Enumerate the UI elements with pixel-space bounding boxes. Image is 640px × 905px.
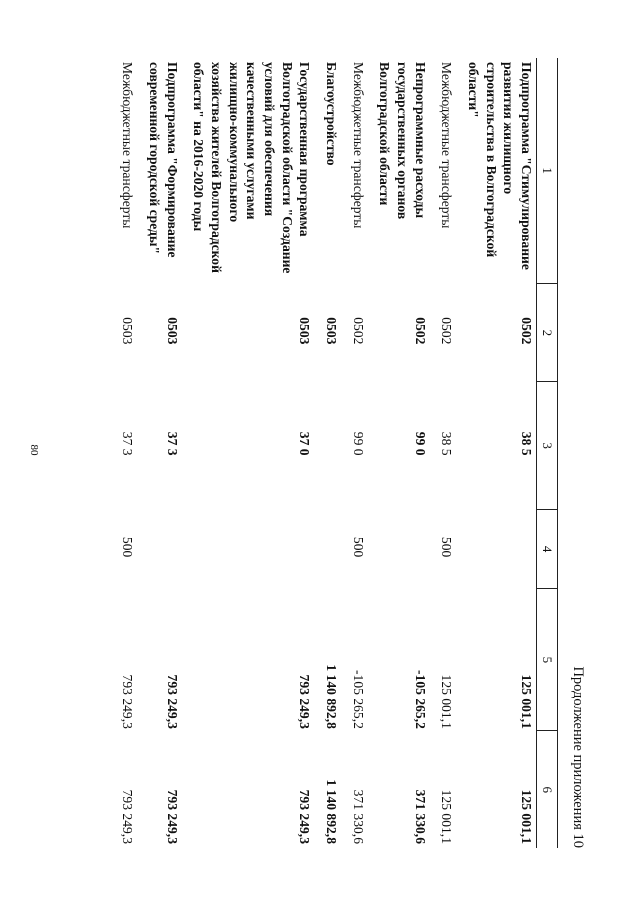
table-body bbox=[111, 58, 537, 848]
row-name: Межбюджетные трансферты bbox=[120, 62, 136, 229]
section-code: 0503 bbox=[164, 317, 180, 345]
section-code: 0502 bbox=[412, 317, 428, 345]
change-amount: 793 249,3 bbox=[297, 674, 313, 729]
column-header: 3 bbox=[537, 382, 558, 509]
change-amount: 793 249,3 bbox=[164, 674, 180, 729]
expense-type: 500 bbox=[439, 536, 455, 558]
column-header: 5 bbox=[537, 589, 558, 731]
section-code: 0502 bbox=[439, 317, 455, 345]
column-header: 1 bbox=[537, 58, 558, 284]
expense-type bbox=[314, 509, 341, 588]
target-article: 37 3 bbox=[164, 431, 180, 456]
table-row bbox=[341, 58, 368, 848]
change-amount: -105 265,2 bbox=[350, 670, 366, 729]
target-article: 38 5 bbox=[439, 431, 455, 456]
expense-type bbox=[182, 509, 315, 588]
column-header: 6 bbox=[537, 731, 558, 848]
total-amount: 793 249,3 bbox=[120, 789, 136, 844]
change-amount: 1 140 892,8 bbox=[323, 664, 339, 729]
expense-type: 500 bbox=[120, 536, 136, 558]
row-name: Подпрограмма "Стимулирование развития жилищного строительства в Волгоградской области" bbox=[465, 62, 534, 270]
change-amount: 125 001,1 bbox=[439, 674, 455, 729]
change-amount: 125 001,1 bbox=[519, 674, 534, 729]
expense-type bbox=[368, 509, 430, 588]
total-amount: 371 330,6 bbox=[412, 789, 428, 844]
expense-type bbox=[137, 509, 181, 588]
target-article: 37 0 bbox=[297, 431, 313, 456]
table-row bbox=[456, 58, 536, 848]
target-article bbox=[314, 382, 341, 509]
target-article: 99 0 bbox=[350, 431, 366, 456]
section-code: 0503 bbox=[323, 317, 339, 345]
table-row bbox=[111, 58, 138, 848]
total-amount: 125 001,1 bbox=[439, 789, 455, 844]
row-name: Межбюджетные трансферты bbox=[439, 62, 455, 229]
total-amount: 125 001,1 bbox=[519, 789, 534, 844]
page-number: 80 bbox=[28, 444, 40, 456]
table-row bbox=[368, 58, 430, 848]
column-header: 2 bbox=[537, 284, 558, 382]
table-row bbox=[430, 58, 457, 848]
expense-type bbox=[456, 509, 536, 588]
total-amount: 793 249,3 bbox=[297, 789, 313, 844]
row-name: Межбюджетные трансферты bbox=[350, 62, 366, 229]
rotated-page bbox=[48, 58, 588, 848]
section-code: 0503 bbox=[297, 317, 313, 345]
total-amount: 1 140 892,8 bbox=[323, 779, 339, 844]
table-row bbox=[182, 58, 315, 848]
change-amount: -105 265,2 bbox=[412, 670, 428, 729]
table-row bbox=[137, 58, 181, 848]
row-name: Непрограммные расходы государственных органов Волгоградской области bbox=[377, 62, 428, 220]
appendix-continuation-title: Продолжение приложения 10 bbox=[570, 666, 586, 848]
row-name: Подпрограмма "Формирование современной городской среды" bbox=[146, 62, 180, 258]
budget-table bbox=[111, 58, 558, 848]
change-amount: 793 249,3 bbox=[120, 674, 136, 729]
section-code: 0502 bbox=[519, 317, 534, 345]
header-row bbox=[537, 58, 558, 848]
section-code: 0503 bbox=[120, 317, 136, 345]
target-article: 37 3 bbox=[120, 431, 136, 456]
column-header: 4 bbox=[537, 509, 558, 588]
target-article: 38 5 bbox=[519, 431, 534, 456]
row-name: Государственная программа Волгоградской области "Создание условий для обеспечения качественными услугами жилищно-коммунального хозяйства жителей Волгоградской области" на 2016-2020 годы bbox=[191, 62, 313, 274]
expense-type: 500 bbox=[350, 536, 366, 558]
table-row bbox=[314, 58, 341, 848]
total-amount: 371 330,6 bbox=[350, 789, 366, 844]
target-article: 99 0 bbox=[412, 431, 428, 456]
section-code: 0502 bbox=[350, 317, 366, 345]
row-name: Благоустройство bbox=[323, 62, 339, 166]
total-amount: 793 249,3 bbox=[164, 789, 180, 844]
